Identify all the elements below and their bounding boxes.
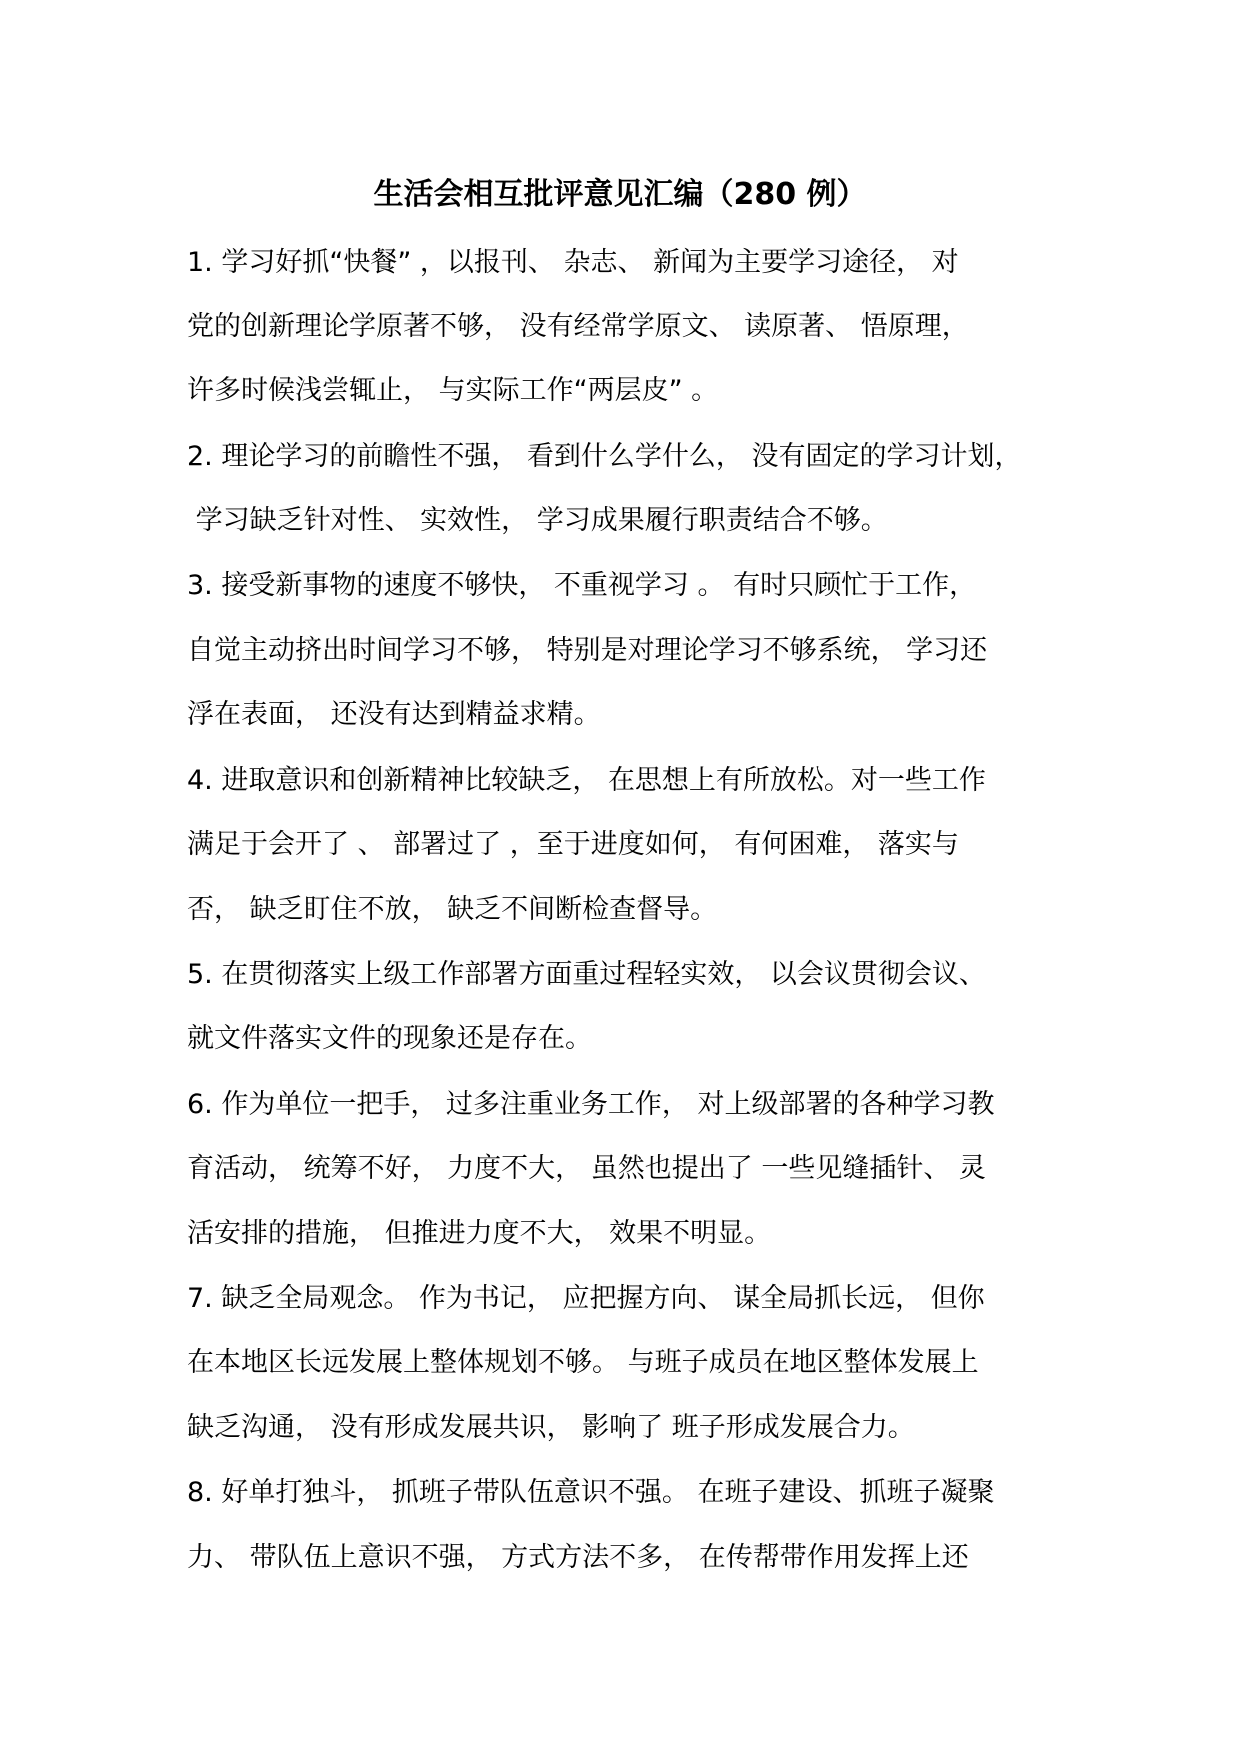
body-line: 学习缺乏针对性、 实效性， 学习成果履行职责结合不够。 bbox=[187, 505, 888, 536]
body-line: 在本地区长远发展上整体规划不够。 与班子成员在地区整体发展上 bbox=[187, 1347, 979, 1378]
body-line: 8. 好单打独斗， 抓班子带队伍意识不强。 在班子建设、抓班子凝聚 bbox=[187, 1477, 995, 1508]
body-line: 许多时候浅尝辄止， 与实际工作“两层皮” 。 bbox=[187, 375, 719, 406]
body-line: 满足于会开了 、 部署过了 ，至于进度如何， 有何困难， 落实与 bbox=[187, 829, 959, 860]
body-line: 否， 缺乏盯住不放， 缺乏不间断检查督导。 bbox=[187, 894, 718, 925]
body-line: 6. 作为单位一把手， 过多注重业务工作， 对上级部署的各种学习教 bbox=[187, 1089, 995, 1120]
body-line: 浮在表面， 还没有达到精益求精。 bbox=[187, 699, 601, 730]
body-line: 1. 学习好抓“快餐” ，以报刊、 杂志、 新闻为主要学习途径， 对 bbox=[187, 247, 959, 278]
body-line: 自觉主动挤出时间学习不够， 特别是对理论学习不够系统， 学习还 bbox=[187, 635, 988, 666]
document-title: 生活会相互批评意见汇编（280 例） bbox=[373, 177, 867, 212]
body-line: 缺乏沟通， 没有形成发展共识， 影响了 班子形成发展合力。 bbox=[187, 1412, 915, 1443]
body-line: 就文件落实文件的现象还是存在。 bbox=[187, 1023, 592, 1054]
body-line: 党的创新理论学原著不够， 没有经常学原文、 读原著、 悟原理， bbox=[187, 311, 969, 342]
body-line: 3. 接受新事物的速度不够快， 不重视学习 。 有时只顾忙于工作， bbox=[187, 570, 977, 601]
body-line: 育活动， 统筹不好， 力度不大， 虽然也提出了 一些见缝插针、 灵 bbox=[187, 1153, 986, 1184]
body-line: 活安排的措施， 但推进力度不大， 效果不明显。 bbox=[187, 1218, 772, 1249]
body-line: 4. 进取意识和创新精神比较缺乏， 在思想上有所放松。对一些工作 bbox=[187, 765, 986, 796]
body-line: 7. 缺乏全局观念。 作为书记， 应把握方向、 谋全局抓长远， 但你 bbox=[187, 1283, 985, 1314]
body-line: 力、 带队伍上意识不强， 方式方法不多， 在传帮带作用发挥上还 bbox=[187, 1542, 969, 1573]
body-line: 2. 理论学习的前瞻性不强， 看到什么学什么， 没有固定的学习计划， bbox=[187, 441, 1022, 472]
body-line: 5. 在贯彻落实上级工作部署方面重过程轻实效， 以会议贯彻会议、 bbox=[187, 959, 986, 990]
